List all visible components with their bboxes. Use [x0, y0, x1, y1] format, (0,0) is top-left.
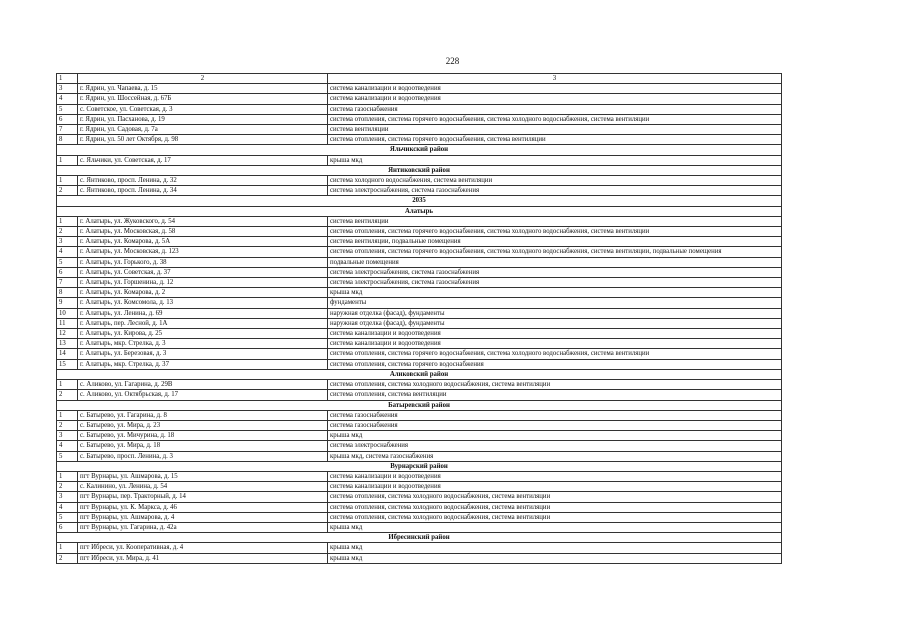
row-address: г. Алатырь, ул. Кирова, д. 25 [78, 329, 328, 339]
row-systems: система газоснабжения [328, 410, 782, 420]
table-row [57, 451, 782, 461]
row-number: 8 [57, 288, 78, 298]
row-address: г. Алатырь, ул. Ленина, д. 69 [78, 308, 328, 318]
row-systems: крыша мкд [328, 543, 782, 553]
table-header-row [57, 74, 782, 84]
table-row [57, 390, 782, 400]
row-number: 4 [57, 247, 78, 257]
row-number: 6 [57, 522, 78, 532]
row-number: 3 [57, 84, 78, 94]
row-number: 2 [57, 227, 78, 237]
row-systems: система канализации и водоотведения [328, 84, 782, 94]
table-row [57, 543, 782, 553]
table-row [57, 380, 782, 390]
row-number: 5 [57, 104, 78, 114]
table-row [57, 512, 782, 522]
row-systems: крыша мкд [328, 553, 782, 563]
row-systems: система отопления, система горячего водоснабжения, система холодного водоснабжения, система вентиляции [328, 114, 782, 124]
row-number: 1 [57, 410, 78, 420]
row-address: г. Ядрин, ул. Садовая, д. 7а [78, 125, 328, 135]
row-number: 2 [57, 553, 78, 563]
row-number: 1 [57, 216, 78, 226]
row-address: г. Алатырь, пер. Лесной, д. 1А [78, 318, 328, 328]
row-systems: система отопления, система горячего водоснабжения, система холодного водоснабжения, система вентиляции [328, 349, 782, 359]
row-number: 6 [57, 267, 78, 277]
row-systems: система вентиляции [328, 216, 782, 226]
table-row [57, 227, 782, 237]
row-address: с. Батырево, ул. Гагарина, д. 8 [78, 410, 328, 420]
table-row [57, 84, 782, 94]
row-address: с. Янтиково, просп. Ленина, д. 32 [78, 176, 328, 186]
row-address: г. Алатырь, ул. Березовая, д. 3 [78, 349, 328, 359]
year-heading: 2035 [57, 196, 782, 206]
row-address: с. Янтиково, просп. Ленина, д. 34 [78, 186, 328, 196]
row-systems: система отопления, система холодного водоснабжения, система вентиляции [328, 502, 782, 512]
table-row [57, 349, 782, 359]
table-row [57, 237, 782, 247]
row-address: г. Ядрин, ул. Пасханова, д. 19 [78, 114, 328, 124]
district-heading: Янтиковский район [57, 165, 782, 175]
table-row [57, 420, 782, 430]
district-heading-row [57, 369, 782, 379]
row-number: 1 [57, 176, 78, 186]
row-number: 1 [57, 155, 78, 165]
row-number: 7 [57, 125, 78, 135]
district-heading-row [57, 165, 782, 175]
row-systems: крыша мкд [328, 522, 782, 532]
row-number: 4 [57, 502, 78, 512]
table-row [57, 410, 782, 420]
table-row [57, 318, 782, 328]
row-systems: наружная отделка (фасад), фундаменты [328, 318, 782, 328]
row-systems: крыша мкд [328, 155, 782, 165]
row-number: 6 [57, 114, 78, 124]
row-address: с. Яльчики, ул. Советская, д. 17 [78, 155, 328, 165]
row-systems: система канализации и водоотведения [328, 471, 782, 481]
row-number: 3 [57, 492, 78, 502]
table-row [57, 441, 782, 451]
row-number: 2 [57, 186, 78, 196]
row-address: г. Ядрин, ул. 50 лет Октября, д. 98 [78, 135, 328, 145]
table-row [57, 267, 782, 277]
row-systems: система отопления, система холодного водоснабжения, система вентиляции [328, 380, 782, 390]
row-address: г. Алатырь, ул. Комсомола, д. 13 [78, 298, 328, 308]
row-number: 1 [57, 543, 78, 553]
row-systems: система канализации и водоотведения [328, 339, 782, 349]
table-row [57, 155, 782, 165]
district-heading-row [57, 206, 782, 216]
table-row [57, 125, 782, 135]
table-row [57, 492, 782, 502]
row-address: с. Батырево, просп. Ленина, д. 3 [78, 451, 328, 461]
row-systems: система электроснабжения [328, 441, 782, 451]
row-number: 3 [57, 431, 78, 441]
row-number: 9 [57, 298, 78, 308]
row-systems: система вентиляции, подвальные помещения [328, 237, 782, 247]
row-address: г. Алатырь, мкр. Стрелка, д. 3 [78, 339, 328, 349]
row-address: с. Батырево, ул. Мира, д. 23 [78, 420, 328, 430]
district-heading-row [57, 461, 782, 471]
row-systems: система отопления, система горячего водоснабжения [328, 359, 782, 369]
row-systems: фундаменты [328, 298, 782, 308]
district-heading-row [57, 533, 782, 543]
row-address: г. Алатырь, мкр. Стрелка, д. 37 [78, 359, 328, 369]
district-heading-row [57, 145, 782, 155]
row-systems: система канализации и водоотведения [328, 482, 782, 492]
row-address: пгт Вурнары, ул. Ашмарова, д. 4 [78, 512, 328, 522]
row-number: 2 [57, 420, 78, 430]
row-address: с. Советское, ул. Советская, д. 3 [78, 104, 328, 114]
row-systems: крыша мкд, система газоснабжения [328, 451, 782, 461]
row-address: с. Калинино, ул. Ленина, д. 54 [78, 482, 328, 492]
repair-schedule-table [56, 73, 782, 564]
table-row [57, 114, 782, 124]
row-systems: система отопления, система холодного водоснабжения, система вентиляции [328, 512, 782, 522]
row-systems: подвальные помещения [328, 257, 782, 267]
row-number: 8 [57, 135, 78, 145]
row-number: 3 [57, 237, 78, 247]
row-number: 14 [57, 349, 78, 359]
row-address: г. Алатырь, ул. Советская, д. 37 [78, 267, 328, 277]
table-row [57, 359, 782, 369]
row-number: 2 [57, 390, 78, 400]
row-systems: система канализации и водоотведения [328, 329, 782, 339]
year-heading-row [57, 196, 782, 206]
table-row [57, 135, 782, 145]
row-number: 4 [57, 441, 78, 451]
table-row [57, 257, 782, 267]
row-address: г. Ядрин, ул. Шоссейная, д. 67Б [78, 94, 328, 104]
row-address: г. Ядрин, ул. Чапаева, д. 15 [78, 84, 328, 94]
row-systems: крыша мкд [328, 431, 782, 441]
row-number: 10 [57, 308, 78, 318]
row-systems: система газоснабжения [328, 420, 782, 430]
row-number: 15 [57, 359, 78, 369]
table-row [57, 216, 782, 226]
district-heading: Аликовский район [57, 369, 782, 379]
page-number: 228 [445, 56, 460, 66]
table-row [57, 482, 782, 492]
row-number: 5 [57, 512, 78, 522]
row-address: пгт Вурнары, ул. Гагарина, д. 42а [78, 522, 328, 532]
district-heading: Яльчикский район [57, 145, 782, 155]
table-row [57, 329, 782, 339]
row-address: пгт Вурнары, пер. Тракторный, д. 14 [78, 492, 328, 502]
row-address: с. Батырево, ул. Мичурина, д. 18 [78, 431, 328, 441]
table-row [57, 298, 782, 308]
district-heading: Вурнарский район [57, 461, 782, 471]
row-systems: система вентиляции [328, 125, 782, 135]
district-heading: Ибресинский район [57, 533, 782, 543]
row-address: г. Алатырь, ул. Горшенина, д. 12 [78, 278, 328, 288]
row-number: 13 [57, 339, 78, 349]
row-systems: система отопления, система холодного водоснабжения, система вентиляции [328, 492, 782, 502]
row-number: 12 [57, 329, 78, 339]
row-systems: система отопления, система горячего водоснабжения, система холодного водоснабжения, система вентиляции, подвальные помещения [328, 247, 782, 257]
row-number: 1 [57, 471, 78, 481]
table-row [57, 522, 782, 532]
table-row [57, 247, 782, 257]
table-row [57, 471, 782, 481]
table-row [57, 278, 782, 288]
header-col-1: 1 [57, 74, 78, 84]
row-number: 11 [57, 318, 78, 328]
row-systems: система отопления, система вентиляции [328, 390, 782, 400]
row-number: 2 [57, 482, 78, 492]
table-row [57, 553, 782, 563]
row-systems: крыша мкд [328, 288, 782, 298]
row-address: с. Аликово, ул. Октябрьская, д. 17 [78, 390, 328, 400]
table-row [57, 431, 782, 441]
district-heading: Батыревский район [57, 400, 782, 410]
row-address: с. Аликово, ул. Гагарина, д. 29В [78, 380, 328, 390]
row-systems: система отопления, система горячего водоснабжения, система вентиляции [328, 135, 782, 145]
row-address: с. Батырево, ул. Мира, д. 18 [78, 441, 328, 451]
row-systems: система холодного водоснабжения, система вентиляции [328, 176, 782, 186]
district-heading: Алатырь [57, 206, 782, 216]
row-number: 5 [57, 451, 78, 461]
table-row [57, 186, 782, 196]
district-heading-row [57, 400, 782, 410]
row-address: пгт Ибреси, ул. Мира, д. 41 [78, 553, 328, 563]
row-address: г. Алатырь, ул. Комарова, д. 2 [78, 288, 328, 298]
row-address: г. Алатырь, ул. Комарова, д. 5А [78, 237, 328, 247]
table-row [57, 288, 782, 298]
row-address: г. Алатырь, ул. Горького, д. 38 [78, 257, 328, 267]
table-row [57, 104, 782, 114]
row-number: 4 [57, 94, 78, 104]
row-systems: система электроснабжения, система газоснабжения [328, 267, 782, 277]
row-systems: система канализации и водоотведения [328, 94, 782, 104]
row-systems: система газоснабжения [328, 104, 782, 114]
row-systems: система электроснабжения, система газоснабжения [328, 186, 782, 196]
row-number: 7 [57, 278, 78, 288]
table-row [57, 176, 782, 186]
row-address: г. Алатырь, ул. Московская, д. 123 [78, 247, 328, 257]
row-systems: система отопления, система горячего водоснабжения, система холодного водоснабжения, система вентиляции [328, 227, 782, 237]
table-row [57, 502, 782, 512]
row-address: пгт Вурнары, ул. К. Маркса, д. 46 [78, 502, 328, 512]
row-systems: наружная отделка (фасад), фундаменты [328, 308, 782, 318]
table-row [57, 94, 782, 104]
row-address: г. Алатырь, ул. Жуковского, д. 54 [78, 216, 328, 226]
row-systems: система электроснабжения, система газоснабжения [328, 278, 782, 288]
row-address: пгт Вурнары, ул. Ашмарова, д. 15 [78, 471, 328, 481]
row-number: 1 [57, 380, 78, 390]
row-address: пгт Ибреси, ул. Кооперативная, д. 4 [78, 543, 328, 553]
header-col-3: 3 [328, 74, 782, 84]
row-address: г. Алатырь, ул. Московская, д. 58 [78, 227, 328, 237]
row-number: 5 [57, 257, 78, 267]
header-col-2: 2 [78, 74, 328, 84]
table-row [57, 339, 782, 349]
table-row [57, 308, 782, 318]
